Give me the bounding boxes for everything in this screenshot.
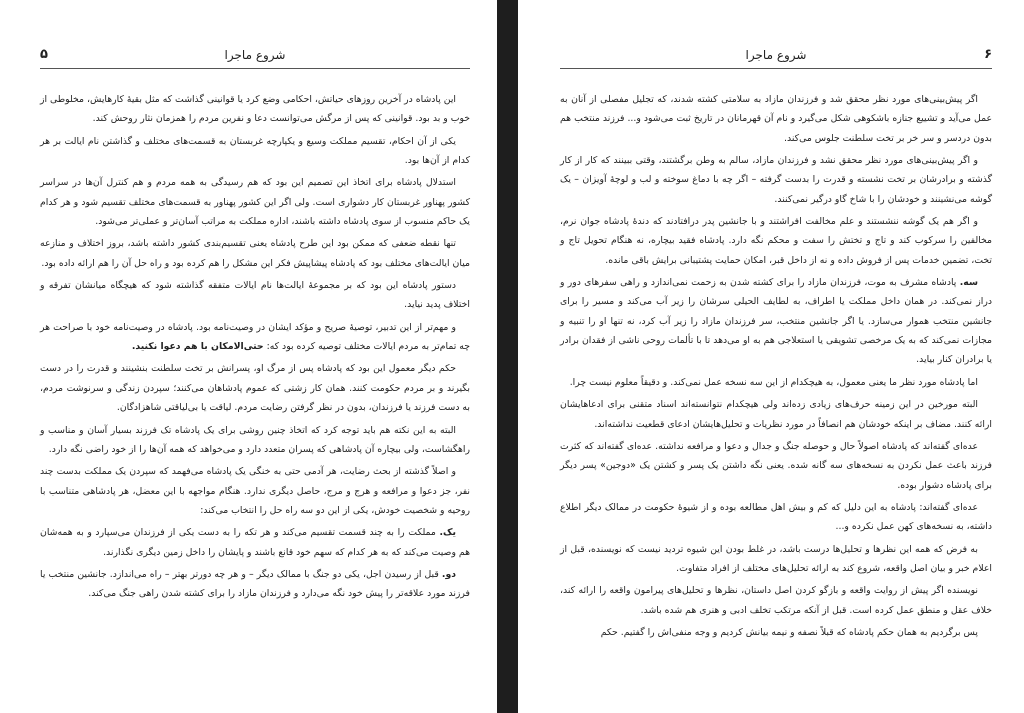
paragraph: نویسنده اگر پیش از روایت واقعه و بازگو کردن اصل داستان، نظرها و تحلیل‌های پیرامون واقعه را ارائه کند، خلاف عقل و منطق عمل کرده است. قبل از آنکه مرتکب تخلف ادبی و هنری هم شده باشد. — [560, 585, 992, 616]
running-title: شروع ماجرا — [224, 48, 286, 62]
emphasized-text: حتی‌الامکان با هم دعوا نکنید. — [131, 341, 264, 353]
paragraph-lead: سه. — [959, 277, 978, 289]
paragraph: دو. قبل از رسیدن اجل، یکی دو جنگ با ممالک دیگر – و هر چه دورتر بهتر – راه می‌اندازد. جانشین منتخب یا فرزند مورد علاقه‌تر را پیش خود نگه می‌دارد و فرزندان مازاد را برای کشته شدن راهی جنگ می‌کند. — [40, 568, 470, 600]
paragraph: یک. مملکت را به چند قسمت تقسیم می‌کند و هر تکه را به دست یکی از فرزندان می‌سپارد و به همه‌شان هم وصیت می‌کند که به هر کدام که سهم خود قانع باشند و پایشان را داخل زمین دیگری نگذارند. — [40, 527, 470, 558]
page-header — [40, 48, 470, 68]
paragraph: یکی از آن احکام، تقسیم مملکت وسیع و یکپارچه غربستان به قسمت‌های مختلف و گذاشتن نام ایالت بر هر کدام از آن‌ها بود. — [40, 135, 470, 167]
page-header — [560, 48, 992, 68]
paragraph: البته به این نکته هم باید توجه کرد که اتخاذ چنین روشی برای یک پادشاه تک فرزند بسیار آسان و مناسب و راهگشاست، ولی بیچاره آن پادشاهی که پسران متعدد دارد و می‌خواهد که همه آن‌ها را از خود راضی نگه دارد. — [40, 424, 470, 455]
header-rule — [40, 68, 470, 69]
running-title: شروع ماجرا — [745, 48, 807, 62]
paragraph: و اگر پیش‌بینی‌های مورد نظر محقق نشد و فرزندان مازاد، سالم به وطن برگشتند، وقتی ببینند که کار از کار گذشته و برادرشان بر تخت نشسته و قدرت را بدست گرفته – اگر چه با دماغ سوخته و لب و لوچهٔ آویزان – یک گوشه می‌نشینند و خودشان را با شاخ گاو درگیر نمی‌کنند. — [560, 155, 992, 205]
paragraph: دستور پادشاه این بود که بر مجموعهٔ ایالت‌ها نام ایالات متفقه گذاشته شود که هیچگاه میانشان تفرقه و اختلاف پدید نیاید. — [40, 280, 470, 311]
paragraph: حکم دیگر معمول این بود که پادشاه پس از مرگ او، پسرانش بر تخت سلطنت بنشینند و قدرت را در دست بگیرند و بر مردم حکومت کنند. همان کار زشتی که عموم پادشاهان می‌کنند؛ سپردن زندگی و سرنوشت مردم، به دست فرزند یا فرزندان، بدون در نظر گرفتن رضایت مردم. لیاقت یا بی‌لیاقتی شاهزادگان. — [40, 363, 470, 414]
paragraph: البته مورخین در این زمینه حرف‌های زیادی زده‌اند ولی هیچکدام نتوانسته‌اند اسناد متقنی برای ادعاهایشان ارائه کنند. مضاف بر اینکه خودشان هم انصافاً در مورد نظریات و تحلیل‌هایشان ادعای قطعیت نداشته‌اند. — [560, 399, 992, 430]
paragraph: اگر پیش‌بینی‌های مورد نظر محقق شد و فرزندان مازاد به سلامتی کشته شدند، که تجلیل مفصلی از آنان به عمل می‌آید و تشییع جنازه باشکوهی شکل می‌گیرد و نام آن قهرمانان در تاریخ ثبت می‌شود و... فرزند منتخب هم بدون دردسر و سر خر بر تخت سلطنت جلوس می‌کند. — [560, 94, 992, 144]
paragraph: عده‌ای گفته‌اند که پادشاه اصولاً حال و حوصله جنگ و جدال و دعوا و مرافعه نداشته. عده‌ای گفته‌اند که کثرت فرزند باعث عمل نکردن به نسخه‌های سه گانه شده. یعنی نگه داشتن یک پسر و کشتن یک «دوجین» پسر دیگر برای پادشاه دشوار بوده. — [560, 440, 992, 491]
right-page — [518, 0, 1024, 713]
page-number: ۵ — [40, 47, 48, 62]
paragraph: اما پادشاه مورد نظر ما یعنی معمول، به هیچکدام از این سه نسخه عمل نمی‌کند. و دقیقاً معلوم نیست چرا. — [569, 376, 978, 388]
paragraph: و مهم‌تر از این تدبیر، توصیهٔ صریح و مؤکد ایشان در وصیت‌نامه بود. پادشاه در وصیت‌نامه خود با صراحت هر چه تمام‌تر به مردم ایالات مختلف توصیه کرده بود که: حتی‌الامکان با هم دعوا نکنید. — [40, 321, 470, 353]
paragraph: و اصلاً گذشته از بحث رضایت، هر آدمی حتی به خنگی یک پادشاه می‌فهمد که سپردن یک مملکت بدست چند نفر، جز دعوا و مرافعه و هرج و مرج، حاصل دیگری ندارد. هنگام مواجهه با این معضل، هر پادشاهی متناسب با روحیه و شخصیت خودش، یکی از این دو سه راه حل را انتخاب می‌کند: — [40, 466, 470, 516]
paragraph: پس برگردیم به همان حکم پادشاه که قبلاً نصفه و نیمه بیانش کردیم و وجه منفی‌اش را گفتیم. حکم — [600, 626, 978, 638]
paragraph: این پادشاه در آخرین روزهای حیاتش، احکامی وضع کرد یا قوانینی گذاشت که مثل بقیهٔ کارهایش، مخلوطی از خوب و بد بود. قوانینی که پس از مرگش می‌توانست دعا و نفرین مردم را همزمان نثار روحش کند. — [40, 94, 470, 125]
paragraph-lead: یک. — [439, 527, 456, 539]
book-gutter — [497, 0, 518, 713]
paragraph: سه. پادشاه مشرف به موت، فرزندان مازاد را برای کشته شدن به زحمت نمی‌اندازد و راهی سفرهای دور و دراز نمی‌کند. در همان داخل مملکت یا اطراف، به لطایف الحیلی سرشان را زیر آب می‌کند و مسیر را برای جانشین منتخب هموار می‌سازد. یا اگر جانشین منتخب، سر فرزندان مازاد را زیر آب کرد، نه تنها او را تنبیه و مجازات نمی‌کند که به یک مرخصی تشویقی یا استعلاجی هم به او می‌دهد تا با تألمات روحی ناشی از فقدان برادر یا برادران کنار بیاید. — [560, 277, 992, 366]
left-page — [0, 0, 497, 713]
paragraph: و اگر هم یک گوشه ننشستند و علم مخالفت افراشتند و با جانشین پدر درافتادند که دندهٔ پادشاه جوان نرم، مخالفین را سرکوب کند و تاج و تختش را سفت و محکم نگه دارد. پادشاه فقید بیچاره، نه هنگام تحویل تاج و تخت، تضمین خدمات پس از فروش داده و نه از داخل قبر، امکان حمایت پشتیبانی برایش باقی مانده. — [560, 216, 992, 266]
header-rule — [560, 68, 992, 69]
page-body — [560, 90, 992, 645]
page-number: ۶ — [984, 47, 992, 62]
paragraph: استدلال پادشاه برای اتخاذ این تصمیم این بود که هم رسیدگی به همه مردم و هم کنترل آن‌ها در سراسر کشور پهناور غربستان کار دشواری است. ولی اگر این کشور پهناور به قسمت‌های مختلف تقسیم شود و هر کدام یک حاکم منسوب از سوی پادشاه داشته باشند، اداره مملکت به مراتب آسان‌تر و عملی‌تر می‌شود. — [40, 177, 470, 228]
paragraph: به فرض که همه این نظرها و تحلیل‌ها درست باشد، در غلط بودن این شیوه تردید نیست که نویسنده، قبل از اعلام خبر و بیان اصل واقعه، شروع کند به ارائه تحلیل‌های مختلف از افراد متفاوت. — [560, 543, 992, 574]
paragraph: تنها نقطه ضعفی که ممکن بود این طرح پادشاه یعنی تقسیم‌بندی کشور داشته باشد، بروز اختلاف و منازعه میان ایالت‌های مختلف بود که پادشاه پیشاپیش فکر این مشکل را هم کرده بود و راه حل آن را هم ارائه داده بود. — [40, 238, 470, 269]
page-body — [40, 90, 470, 607]
paragraph-lead: دو. — [441, 568, 456, 580]
paragraph: عده‌ای گفته‌اند: پادشاه به این دلیل که کم و بیش اهل مطالعه بوده و از شیوهٔ حکومت در ممالک دیگر اطلاع داشته، به نسخه‌های کهن عمل نکرده و... — [560, 501, 992, 533]
